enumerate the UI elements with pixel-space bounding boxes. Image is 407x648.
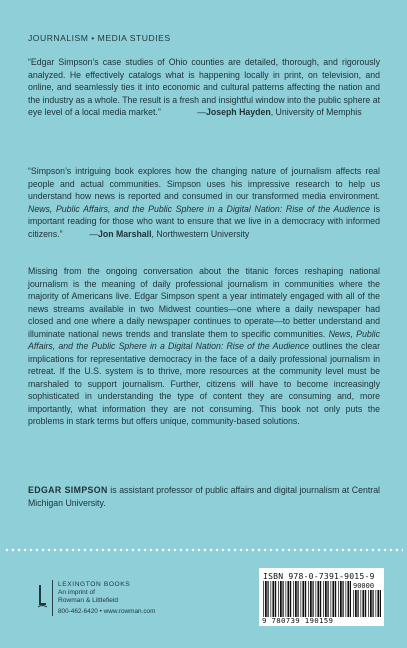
reviewer-name: Jon Marshall [98,228,152,239]
barcode-bar [370,590,372,617]
barcode-bar [376,590,377,617]
book-title-italic: News, Public Affairs, and the Public Sphere in a Digital Nation: Rise of the Audience [28,328,380,351]
barcode-bar [346,581,347,617]
barcode-bar [267,581,268,617]
barcode-bar [295,581,297,617]
barcode-bar [286,581,287,617]
barcode-bar [357,590,358,617]
barcode-bar [325,581,327,617]
book-title-italic: News, Public Affairs, and the Public Sphere in a Digital Nation: Rise of the Audience [28,203,371,214]
barcode-bar [287,581,289,617]
blurb-marshall: “Simpson’s intriguing book explores how the changing nature of journalism affects real people and actual communities. Simpson uses his impressive research to help us understand how news is reported and consumed in our transformed media environment. News, Public Affairs, and the Public Sphere in a Digital Nation: Rise of the Audience is important reading for those who want to ensure that we live in a democracy with informed citizens.” —Jon Marshall, Northwestern University [28,166,380,239]
barcode-bars [263,581,351,617]
barcode-bar [377,590,379,617]
blurb-signature: —Jon Marshall, Northwestern University [89,228,250,239]
barcode-bar [340,581,342,617]
barcode-bar [331,581,332,617]
barcode-bar [332,581,334,617]
lexington-logo-icon [36,583,48,609]
barcode-bar [290,581,291,617]
price-code: 90000 [353,582,375,590]
barcode-bar [361,590,362,617]
isbn-barcode [259,568,384,626]
barcode-bar [310,581,312,617]
reviewer-affiliation: , Northwestern University [151,228,250,239]
barcode-bar [372,590,373,617]
blurb-hayden [28,56,380,119]
barcode-bar [335,581,336,617]
barcode-bar [365,590,366,617]
barcode-bar [278,581,279,617]
barcode-bar [282,581,283,617]
publisher-name: LEXINGTON BOOKS [58,581,131,588]
barcode-bar [271,581,272,617]
barcode-bar [293,581,294,617]
barcode-bar [320,581,321,617]
barcode-bar [263,581,264,617]
barcode-addon-bars [353,590,381,617]
barcode-bar [275,581,276,617]
publisher-imprint: An imprint of [58,589,96,597]
isbn-label: ISBN 978-0-7391-9015-9 [263,571,375,581]
category-label: JOURNALISM • MEDIA STUDIES [28,33,171,43]
reviewer-name: Joseph Hayden [206,107,271,117]
barcode-bar [362,590,364,617]
blurb-text: “Edgar Simpson’s case studies of Ohio counties are detailed, thorough, and rigorously analyzed. He effectively catalogs what is happening locally in print, on television, and online, and seamlessly ties it into economic and cultural patterns affecting the nation and the industry as a whole. The result is a fresh and insightful window into the public sphere at eye level of a local media market.” [28,57,380,117]
dotted-divider [4,548,403,552]
barcode-bar [308,581,309,617]
barcode-bar [327,581,328,617]
publisher-parent: Rowman & Littlefield [58,597,119,605]
barcode-bar [272,581,274,617]
barcode-bar [347,581,349,617]
barcode-bar [312,581,313,617]
barcode-bar [355,590,357,617]
barcode-bar [265,581,267,617]
blurb-signature: —Joseph Hayden, University of Memphis [197,107,362,117]
reviewer-affiliation: , University of Memphis [270,107,362,117]
barcode-bar [297,581,298,617]
barcode-bar [353,590,354,617]
barcode-bar [305,581,306,617]
barcode-bar [380,590,381,617]
logo-divider [52,580,53,616]
author-bio: EDGAR SIMPSON is assistant professor of public affairs and digital journalism at Central Michigan University. [28,485,380,508]
barcode-bar [368,590,369,617]
barcode-bar [323,581,324,617]
barcode-bar [316,581,317,617]
barcode-digits: 9 780739 190159 [262,616,334,625]
author-name: EDGAR SIMPSON [28,485,108,495]
barcode-bar [342,581,343,617]
barcode-bar [338,581,339,617]
barcode-bar [350,581,351,617]
barcode-bar [280,581,282,617]
barcode-bar [302,581,304,617]
barcode-bar [317,581,319,617]
book-description: Missing from the ongoing conversation about the titanic forces reshaping national journalism is the meaning of daily professional journalism in communities where the majority of Americans live. Edgar Simpson spent a year intimately engaged with all of the news streams available in two Midwest counties—one where a daily newspaper had closed and one where a daily newspaper continues to operate—to better understand and illuminate national news trends and translate them to specific communities. News, Public Affairs, and the Public Sphere in a Digital Nation: Rise of the Audience outlines the clear implications for representative democracy in the face of a daily professional journalism in retreat. If the U.S. system is to thrive, more resources at the community level must be marshaled to support journalism. Further, citizens will have to become increasingly sophisticated in understanding the type of content they are consuming and, more importantly, what information they are not consuming. This book not only puts the problems in stark terms but offers unique, community-based solutions. [28,266,380,426]
barcode-bar [301,581,302,617]
publisher-contact: 800-462-6420 • www.rowman.com [58,608,156,615]
